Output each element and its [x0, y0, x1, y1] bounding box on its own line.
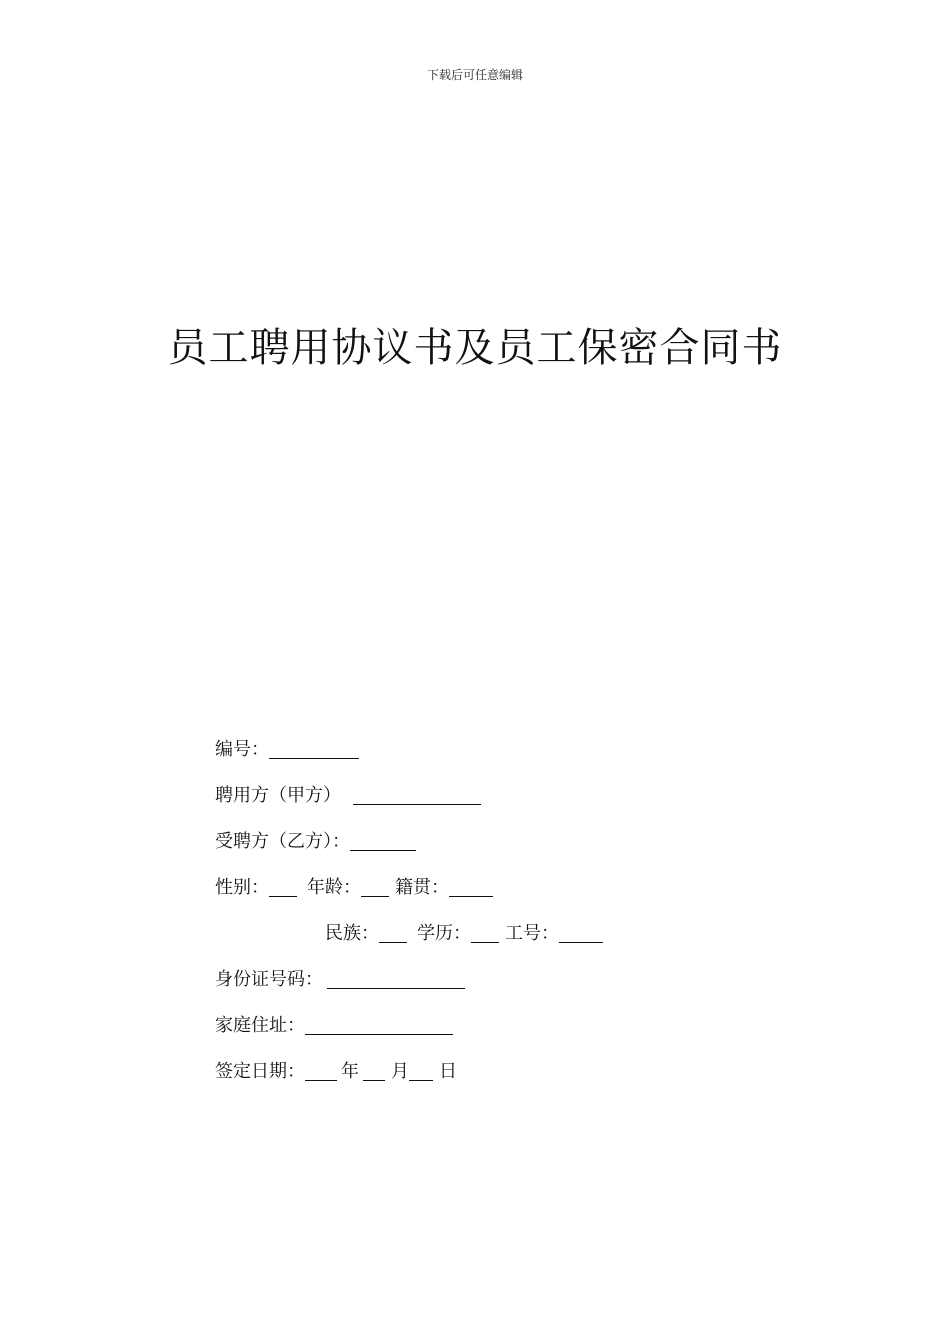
gender-label: 性别： — [215, 877, 269, 898]
header-note: 下载后可任意编辑 — [426, 68, 523, 82]
personal-info-row — [215, 876, 493, 900]
id-number-label: 身份证号码： — [215, 969, 323, 990]
address-label: 家庭住址： — [215, 1015, 305, 1036]
employer-label: 聘用方（甲方） — [215, 785, 341, 806]
ethnicity-blank[interactable] — [379, 924, 407, 943]
education-label: 学历： — [417, 923, 471, 944]
id-number-blank[interactable] — [327, 970, 465, 989]
age-blank[interactable] — [361, 878, 389, 897]
month-label: 月 — [391, 1061, 409, 1082]
day-blank[interactable] — [409, 1062, 433, 1081]
education-blank[interactable] — [471, 924, 499, 943]
id-number-row — [215, 968, 465, 992]
number-row — [215, 738, 359, 762]
year-label: 年 — [341, 1061, 359, 1082]
employer-blank[interactable] — [353, 786, 481, 805]
year-blank[interactable] — [305, 1062, 337, 1081]
employee-label: 受聘方（乙方）： — [215, 831, 350, 852]
gender-blank[interactable] — [269, 878, 297, 897]
day-label: 日 — [439, 1061, 457, 1082]
native-place-label: 籍贯： — [395, 877, 449, 898]
employee-row — [215, 830, 416, 854]
employee-id-blank[interactable] — [559, 924, 603, 943]
month-blank[interactable] — [363, 1062, 385, 1081]
number-label: 编号： — [215, 739, 269, 760]
personal-info-row-2 — [325, 922, 603, 946]
number-blank[interactable] — [269, 740, 359, 759]
address-row — [215, 1014, 453, 1038]
sign-date-row — [215, 1060, 457, 1084]
sign-date-label: 签定日期： — [215, 1061, 305, 1082]
employer-row — [215, 784, 481, 808]
native-place-blank[interactable] — [449, 878, 493, 897]
document-title: 员工聘用协议书及员工保密合同书 — [167, 325, 783, 371]
employee-blank[interactable] — [350, 832, 416, 851]
address-blank[interactable] — [305, 1016, 453, 1035]
age-label: 年龄： — [307, 877, 361, 898]
employee-id-label: 工号： — [505, 923, 559, 944]
ethnicity-label: 民族： — [325, 923, 379, 944]
